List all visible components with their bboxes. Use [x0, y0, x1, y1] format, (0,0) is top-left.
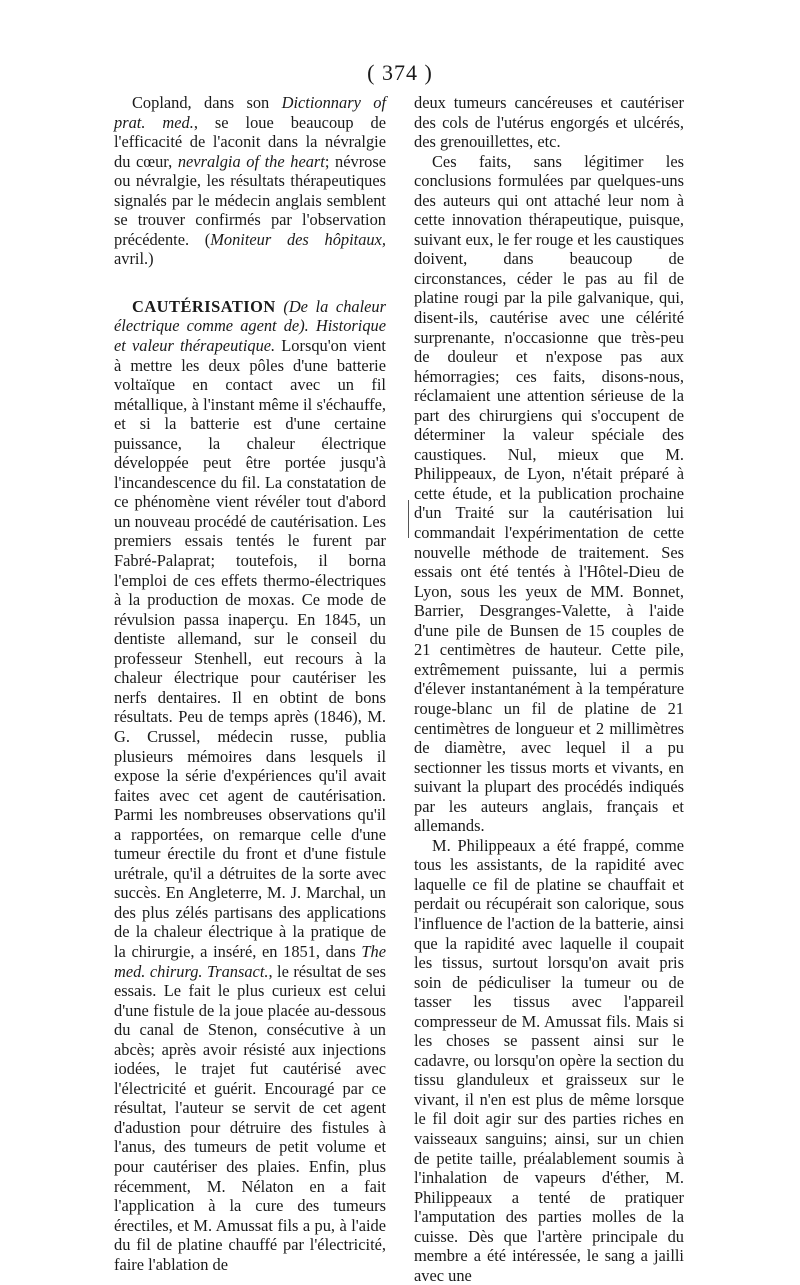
entry-heading-subtitle: (De la chaleur électrique comme agent de). Historique et valeur thérapeutique.	[114, 296, 386, 356]
copland-text-before: Copland, dans son	[132, 93, 282, 112]
entry-text-2: , le résultat de ses essais. Le fait le plus curieux est celui d'une fistule de la joue placée au-dessous du canal de Stenon, consécutive à un abcès; après avoir résisté aux injections iodées, le trajet fut cautérisé avec l'électricité et guérit. Encouragé par ce résultat, l'auteur se servit de cet agent d'adustion pour détruire des fistules à l'anus, des tumeurs de petit volume et pour cautériser des plaies. Enfin, plus récemment, M. Nélaton en a fait l'application à la cure des tumeurs érectiles, et M. Amussat fils a pu, à l'aide du fil de platine chauffé par l'électricité, faire l'ablation de	[114, 961, 386, 1274]
neuralgia-english: nevralgia of the heart	[177, 151, 325, 171]
dictionary-title: Dictionnary of prat. med.	[114, 93, 386, 132]
copland-paragraph	[114, 93, 386, 269]
column-rule-fragment	[408, 500, 409, 538]
cauterisation-entry	[114, 297, 386, 1274]
copland-text-after: , se loue beaucoup de l'efficacité de l'aconit dans la névralgie du cœur,	[114, 112, 386, 171]
right-paragraph-3: M. Philippeaux a été frappé, comme tous les assistants, de la rapidité avec laquelle ce fil de platine se chauffait et perdait ou récupérait son calorique, sous l'influence de l'action de la batterie, ainsi que la rapidité avec laquelle il coupait les tissus, surtout lorsqu'on avait pris soin de pédiculiser la tumeur ou de tasser les tissus avec l'appareil compresseur de M. Amussat fils. Mais si les choses se passent ainsi sur le cadavre, ou lorsqu'on opère la section du tissu glanduleux et graisseux sur le vivant, il n'en est plus de même lorsque le fil doit agir sur des parties riches en vaisseaux sanguins; ainsi, sur un chien de petite taille, préalablement soumis à l'inhalation de vapeurs d'éther, M. Philippeaux a tenté de pratiquer l'amputation des parties molles de la cuisse. Dès que l'artère principale du membre a été intéressée, le sang a jailli avec une	[414, 835, 684, 1285]
right-paragraph-1: deux tumeurs cancéreuses et cautériser des cols de l'utérus engorgés et ulcérés, des grenouillettes, etc.	[414, 93, 684, 152]
right-paragraph-2: Ces faits, sans légitimer les conclusions formulées par quelques-uns des auteurs qui ont attaché leur nom à cette innovation thérapeutique, puisque, suivant eux, le fer rouge et les caustiques doivent, dans beaucoup de circonstances, céder le pas au fil de platine rougi par la pile galvanique, qui, disent-ils, cautérise avec une célérité surprenante, n'occasionne que très-peu de douleur et n'expose pas aux hémorragies; ces faits, disons-nous, réclamaient une attention sérieuse de la part des chirurgiens qui s'occupent de déterminer la valeur spéciale des caustiques. Nul, mieux que M. Philippeaux, de Lyon, n'était préparé à cette étude, et la publication prochaine d'un Traité sur la cautérisation lui commandait l'expérimentation de cette nouvelle méthode de traitement. Ses essais ont été tentés à l'Hôtel-Dieu de Lyon, sous les yeux de MM. Bonnet, Barrier, Desgranges-Valette, à l'aide d'une pile de Bunsen de 15 couples de 21 centimètres de hauteur. Cette pile, extrêmement puissante, lui a permis d'élever instantanément à la température rouge-blanc un fil de platine de 21 centimètres de longueur et 2 millimètres de diamètre, avec lequel il a pu sectionner les tissus morts et vivants, en suivant la plupart des procédés indiqués par les auteurs anglais, français et allemands.	[414, 151, 684, 836]
page-number: ( 374 )	[367, 60, 433, 85]
left-column	[114, 93, 386, 1274]
source-date: avril.)	[114, 249, 154, 269]
entry-heading: CAUTÉRISATION	[132, 296, 276, 316]
entry-text-1: Lorsqu'on vient à mettre les deux pôles d'une batterie voltaïque en contact avec un fil métallique, à l'instant même il s'échauffe, et si la batterie est d'une certaine puissance, la chaleur électrique développée peut être portée jusqu'à l'incandescence du fil. La constatation de ce phénomène vient révéler tout d'abord un nouveau procédé de cautérisation. Les premiers essais tentés le furent par Fabré-Palaprat; toutefois, il borna l'emploi de ces effets thermo-électriques à la production de moxas. Ce mode de révulsion passa inaperçu. En 1845, un dentiste allemand, sur le conseil du professeur Stenhell, eut recours à la chaleur électrique pour cautériser les nerfs dentaires. Il en obtint de bons résultats. Peu de temps après (1846), M. G. Crussel, médecin russe, publia plusieurs mémoires dans lesquels il expose la série d'expériences qu'il avait faites avec cet agent de cautérisation. Parmi les nombreuses observations qu'il a rapportées, on remarque celle d'une tumeur érectile du front et d'une fistule urétrale, qu'il a détruites de la sorte avec succès. En Angleterre, M. J. Marchal, un des plus zélés partisans des applications de la chaleur électrique à la pratique de la chirurgie, a inséré, en 1851, dans	[114, 336, 386, 961]
journal-title: The med. chirurg. Transact.	[114, 941, 386, 981]
copland-text-middle: ; névrose ou névralgie, les résultats thérapeutiques signalés par le médecin anglais semblent se trouver confirmés par l'observation précédente. (	[114, 151, 386, 249]
source-title: Moniteur des hôpitaux,	[210, 229, 386, 249]
right-column	[414, 93, 684, 1285]
